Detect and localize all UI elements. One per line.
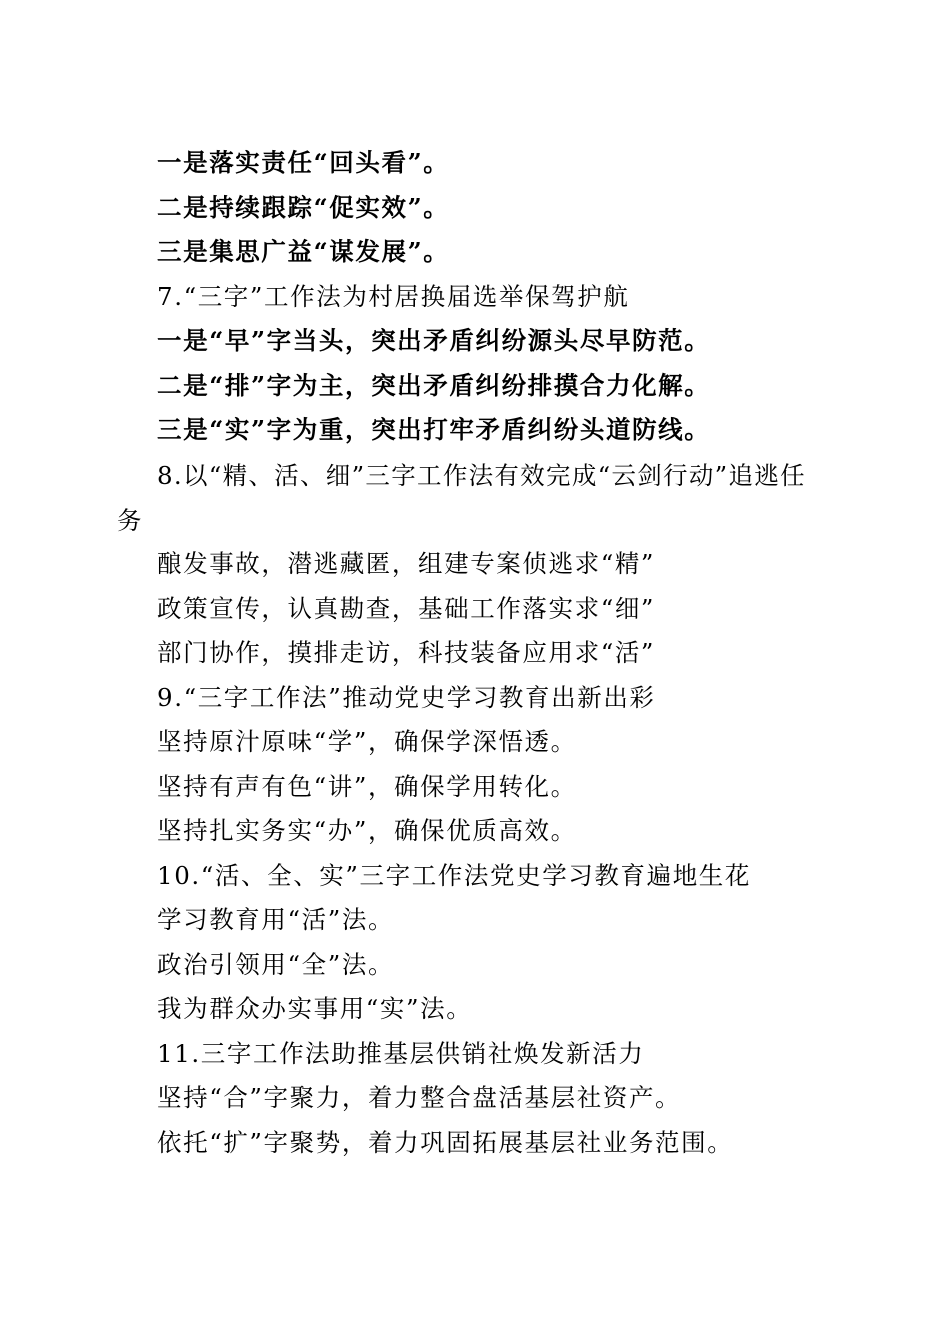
text-line: 坚持原汁原味“学”，确保学深悟透。 — [157, 727, 577, 756]
section-heading: 11.三字工作法助推基层供销社焕发新活力 — [157, 1039, 645, 1068]
text-line: 学习教育用“活”法。 — [157, 905, 395, 934]
text-line: 二是“排”字为主，突出矛盾纠纷排摸合力化解。 — [157, 371, 711, 400]
text-line: 我为群众办实事用“实”法。 — [157, 994, 473, 1023]
text-line: 酿发事故，潜逃藏匿，组建专案侦逃求“精” — [157, 549, 656, 578]
section-heading: 10.“活、全、实”三字工作法党史学习教育遍地生花 — [157, 861, 752, 890]
text-line: 三是“实”字为重，突出打牢矛盾纠纷头道防线。 — [157, 415, 711, 444]
text-line: 部门协作，摸排走访，科技装备应用求“活” — [157, 638, 656, 667]
text-line: 坚持有声有色“讲”，确保学用转化。 — [157, 772, 577, 801]
section-heading: 8.以“精、活、细”三字工作法有效完成“云剑行动”追逃任务 — [117, 461, 806, 535]
section-heading: 7.“三字”工作法为村居换届选举保驾护航 — [157, 282, 630, 311]
text-line: 坚持扎实务实“办”，确保优质高效。 — [157, 816, 577, 845]
section-heading: 9.“三字工作法”推动党史学习教育出新出彩 — [157, 683, 656, 712]
text-line: 二是持续跟踪“促实效”。 — [157, 193, 450, 222]
text-line: 政治引领用“全”法。 — [157, 950, 395, 979]
text-line: 一是“早”字当头，突出矛盾纠纷源头尽早防范。 — [157, 326, 711, 355]
text-line: 政策宣传，认真勘查，基础工作落实求“细” — [157, 594, 656, 623]
text-line: 坚持“合”字聚力，着力整合盘活基层社资产。 — [157, 1083, 682, 1112]
text-line: 三是集思广益“谋发展”。 — [157, 237, 450, 266]
text-line: 依托“扩”字聚势，着力巩固拓展基层社业务范围。 — [157, 1128, 734, 1157]
text-line: 一是落实责任“回头看”。 — [157, 148, 450, 177]
